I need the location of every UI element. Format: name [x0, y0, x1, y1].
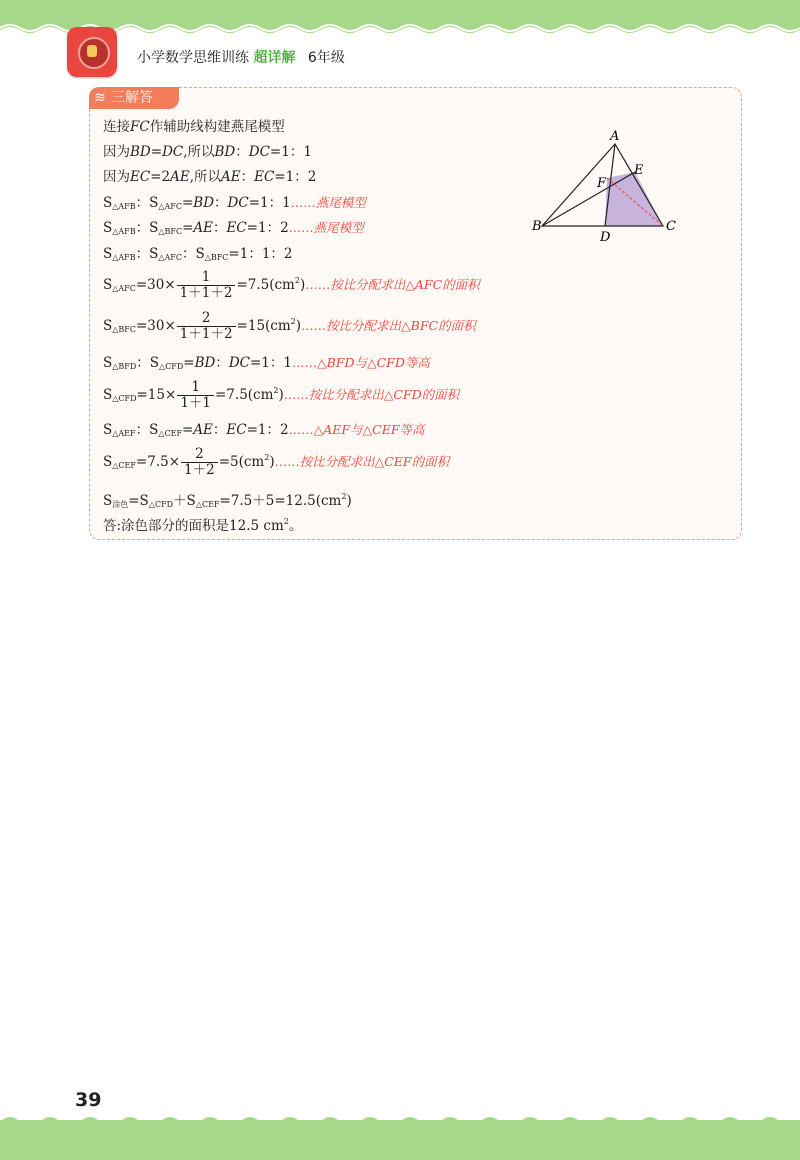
header-title — [137, 47, 345, 67]
variable: EC — [226, 422, 247, 438]
text: ： — [215, 355, 229, 371]
solution-line-12 — [103, 447, 449, 478]
text: ) — [299, 277, 306, 293]
fraction-numerator: 1 — [177, 380, 214, 396]
fraction-denominator: 1＋1 — [180, 395, 211, 411]
subscript: 涂色 — [112, 500, 129, 509]
annotation: ……按比分配求出△BFC的面积 — [301, 318, 476, 333]
text: 。 — [288, 518, 303, 534]
subscript: △CEF — [195, 500, 220, 509]
text: = — [181, 195, 194, 211]
subscript: △CEF — [112, 461, 136, 470]
variable: AE — [193, 220, 213, 236]
subscript: △BFC — [112, 325, 136, 334]
text: ： — [235, 144, 249, 160]
solution-line-9 — [103, 354, 430, 376]
variable: AE — [221, 169, 241, 185]
subscript: △BFD — [112, 362, 137, 371]
fraction — [177, 380, 214, 411]
text: =1：2 — [246, 220, 289, 236]
text: 答:涂色部分的面积是12.5 cm — [103, 518, 284, 534]
text: ：S — [136, 355, 159, 371]
text: =7.5＋5=12.5(cm — [219, 493, 342, 509]
fraction-denominator: 1＋1＋2 — [179, 326, 233, 342]
area-symbol: S — [103, 422, 113, 438]
superscript: 2 — [273, 386, 279, 395]
fraction — [177, 270, 236, 301]
annotation: ……△BFD与△CFD等高 — [291, 355, 430, 370]
fraction-numerator: 2 — [181, 447, 218, 463]
area-symbol: S — [103, 246, 113, 262]
area-symbol: S — [103, 277, 113, 293]
text: =30× — [135, 277, 176, 293]
text: 因为 — [103, 144, 130, 160]
solution-line-2 — [103, 143, 312, 161]
text: = — [183, 355, 195, 371]
text: ＋S — [173, 493, 196, 509]
subscript: △BFC — [158, 227, 183, 236]
subscript: △AFB — [112, 227, 136, 236]
page-number: 39 — [75, 1089, 102, 1111]
label-e: E — [634, 163, 644, 178]
area-symbol: S — [103, 493, 113, 509]
solution-line-3 — [103, 168, 316, 186]
label-b: B — [532, 219, 542, 234]
bottom-band — [0, 1120, 800, 1160]
variable: AE — [170, 169, 190, 185]
subscript: △AFC — [112, 284, 136, 293]
superscript: 2 — [290, 317, 296, 326]
label-a: A — [610, 130, 620, 144]
text: =1：2 — [274, 169, 317, 185]
solution-line-5 — [103, 219, 364, 241]
subscript: △AFB — [112, 202, 136, 211]
variable: DC — [162, 144, 184, 160]
text: ) — [346, 493, 352, 509]
annotation: ……按比分配求出△CFD的面积 — [283, 387, 460, 402]
solution-line-7 — [103, 270, 480, 301]
header-grade: 6年级 — [307, 50, 345, 66]
solution-line-10 — [103, 380, 459, 411]
text: =1：1 — [269, 144, 312, 160]
text: =7.5(cm — [236, 277, 295, 293]
annotation: ……△AEF与△CEF等高 — [288, 422, 425, 437]
variable: BD — [214, 144, 236, 160]
text: ： — [212, 422, 227, 438]
annotation: ……按比分配求出△CEF的面积 — [274, 454, 450, 469]
triangle-figure — [530, 130, 690, 245]
text: ：S — [135, 246, 159, 262]
solution-line-6 — [103, 245, 293, 267]
text: =7.5× — [135, 454, 181, 470]
variable: BD — [130, 144, 151, 160]
text: = — [150, 144, 163, 160]
text: ,所以 — [189, 169, 221, 185]
variable: EC — [130, 169, 151, 185]
text: ) — [278, 387, 284, 403]
superscript: 2 — [294, 276, 300, 285]
logo-mascot-icon — [87, 45, 97, 57]
superscript: 2 — [341, 492, 347, 501]
fraction — [177, 311, 236, 342]
variable: BD — [193, 195, 215, 211]
subscript: △CEF — [158, 429, 182, 438]
header-book-title: 小学数学思维训练 — [137, 50, 249, 66]
variable: EC — [254, 169, 275, 185]
annotation: ……按比分配求出△AFC的面积 — [305, 277, 480, 292]
fraction — [181, 447, 218, 478]
area-symbol: S — [103, 387, 113, 403]
text: =30× — [135, 318, 176, 334]
text: =2 — [150, 169, 171, 185]
text: ： — [214, 195, 228, 211]
solution-line-4 — [103, 194, 366, 216]
variable: DC — [227, 195, 249, 211]
label-f: F — [597, 176, 607, 191]
solution-line-13 — [103, 488, 352, 514]
fraction-denominator: 1＋1＋2 — [179, 285, 233, 301]
area-symbol: S — [103, 318, 113, 334]
text: 连接 — [103, 119, 130, 135]
text: ) — [269, 454, 275, 470]
variable: EC — [226, 220, 247, 236]
text: ： — [212, 220, 227, 236]
superscript: 2 — [283, 517, 289, 526]
annotation: ……燕尾模型 — [290, 195, 366, 210]
text: ,所以 — [183, 144, 215, 160]
text: ： — [240, 169, 255, 185]
text: =1：1 — [248, 195, 291, 211]
section-tag-label: 三解答 — [111, 90, 153, 106]
subscript: △AEF — [112, 429, 136, 438]
variable: DC — [228, 355, 250, 371]
solution-answer — [103, 513, 302, 535]
text: =15(cm — [236, 318, 291, 334]
text: ：S — [135, 195, 159, 211]
fraction-numerator: 1 — [177, 270, 236, 286]
text: 作辅助线构建燕尾模型 — [149, 119, 285, 135]
header-highlight: 超详解 — [253, 50, 296, 66]
variable: AE — [193, 422, 213, 438]
text: =15× — [136, 387, 177, 403]
solution-line-8 — [103, 311, 476, 342]
subscript: △AFC — [158, 253, 182, 262]
text: ) — [295, 318, 302, 334]
label-d: D — [600, 230, 611, 245]
series-logo — [67, 27, 117, 77]
subscript: △AFC — [158, 202, 182, 211]
area-symbol: S — [103, 355, 113, 371]
variable: DC — [248, 144, 270, 160]
variable: FC — [130, 119, 150, 135]
solution-line-11 — [103, 421, 425, 443]
wave-icon: ≋ — [94, 90, 106, 106]
fraction-numerator: 2 — [177, 311, 236, 327]
subscript: △CFD — [148, 500, 174, 509]
superscript: 2 — [264, 453, 270, 462]
text: =1：2 — [246, 422, 289, 438]
text: =7.5(cm — [215, 387, 274, 403]
text: ：S — [135, 422, 159, 438]
variable: BD — [194, 355, 216, 371]
text: 因为 — [103, 169, 130, 185]
fraction-denominator: 1＋2 — [184, 462, 215, 478]
text: =S — [128, 493, 149, 509]
area-symbol: S — [103, 454, 113, 470]
text: =5(cm — [218, 454, 265, 470]
subscript: △CFD — [112, 394, 137, 403]
subscript: △CFD — [159, 362, 184, 371]
text: ：S — [135, 220, 159, 236]
text: =1：1：2 — [228, 246, 293, 262]
annotation: ……燕尾模型 — [288, 220, 364, 235]
text: = — [182, 220, 194, 236]
label-c: C — [666, 219, 676, 234]
solution-line-1 — [103, 118, 285, 136]
text: = — [182, 422, 194, 438]
text: =1：1 — [249, 355, 292, 371]
subscript: △BFC — [204, 253, 229, 262]
text: ：S — [181, 246, 205, 262]
top-wave-decoration — [0, 24, 800, 48]
section-tag — [89, 87, 179, 109]
area-symbol: S — [103, 220, 113, 236]
subscript: △AFB — [112, 253, 136, 262]
area-symbol: S — [103, 195, 113, 211]
